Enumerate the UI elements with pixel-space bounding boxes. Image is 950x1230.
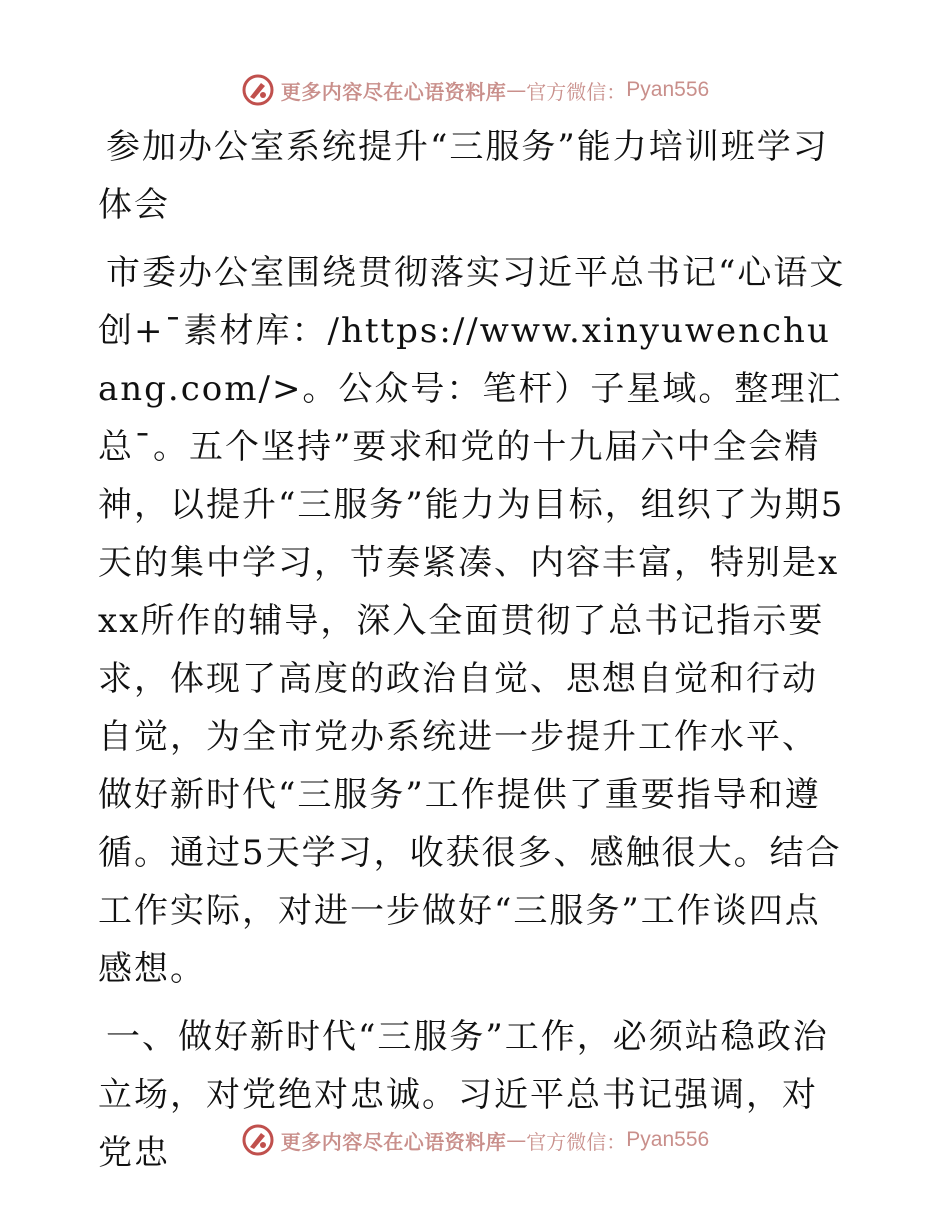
footer-watermark [0, 1120, 950, 1160]
brand-logo-icon [241, 73, 275, 107]
document-body [98, 118, 850, 1192]
paragraph-intro: 市委办公室围绕贯彻落实习近平总书记“心语文创+¯素材库：/https://www.xinyuwenchuang.com/>。公众号：笔杆）子星域。整理汇总¯。五个坚持”要求和党的十九届六中全会精神，以提升“三服务”能力为目标，组织了为期5天的集中学习，节奏紧凑、内容丰富，特别是xxx所作的辅导，深入全面贯彻了总书记指示要求，体现了高度的政治自觉、思想自觉和行动自觉，为全市党办系统进一步提升工作水平、做好新时代“三服务”工作提供了重要指导和遵循。通过5天学习，收获很多、感触很大。结合工作实际，对进一步做好“三服务”工作谈四点感想。 [98, 253, 846, 989]
banner-dash: — [506, 78, 527, 102]
banner-sub-text: 官方微信： [526, 79, 627, 104]
brand-logo-icon [241, 1123, 275, 1157]
banner-main-text: 更多内容尽在心语资料库 [280, 79, 507, 104]
banner-wechat-id: Pyan556 [626, 1128, 710, 1151]
banner-dash: — [506, 1128, 527, 1152]
document-title: 参加办公室系统提升“三服务”能力培训班学习体会 [98, 127, 829, 225]
banner-main-text: 更多内容尽在心语资料库 [280, 1129, 507, 1154]
paragraph-point-one: 一、做好新时代“三服务”工作，必须站稳政治立场，对党绝对忠诚。习近平总书记强调，对党忠 [98, 1017, 829, 1173]
header-watermark [0, 70, 950, 110]
banner-wechat-id: Pyan556 [626, 78, 710, 101]
banner-sub-text: 官方微信： [526, 1129, 627, 1154]
